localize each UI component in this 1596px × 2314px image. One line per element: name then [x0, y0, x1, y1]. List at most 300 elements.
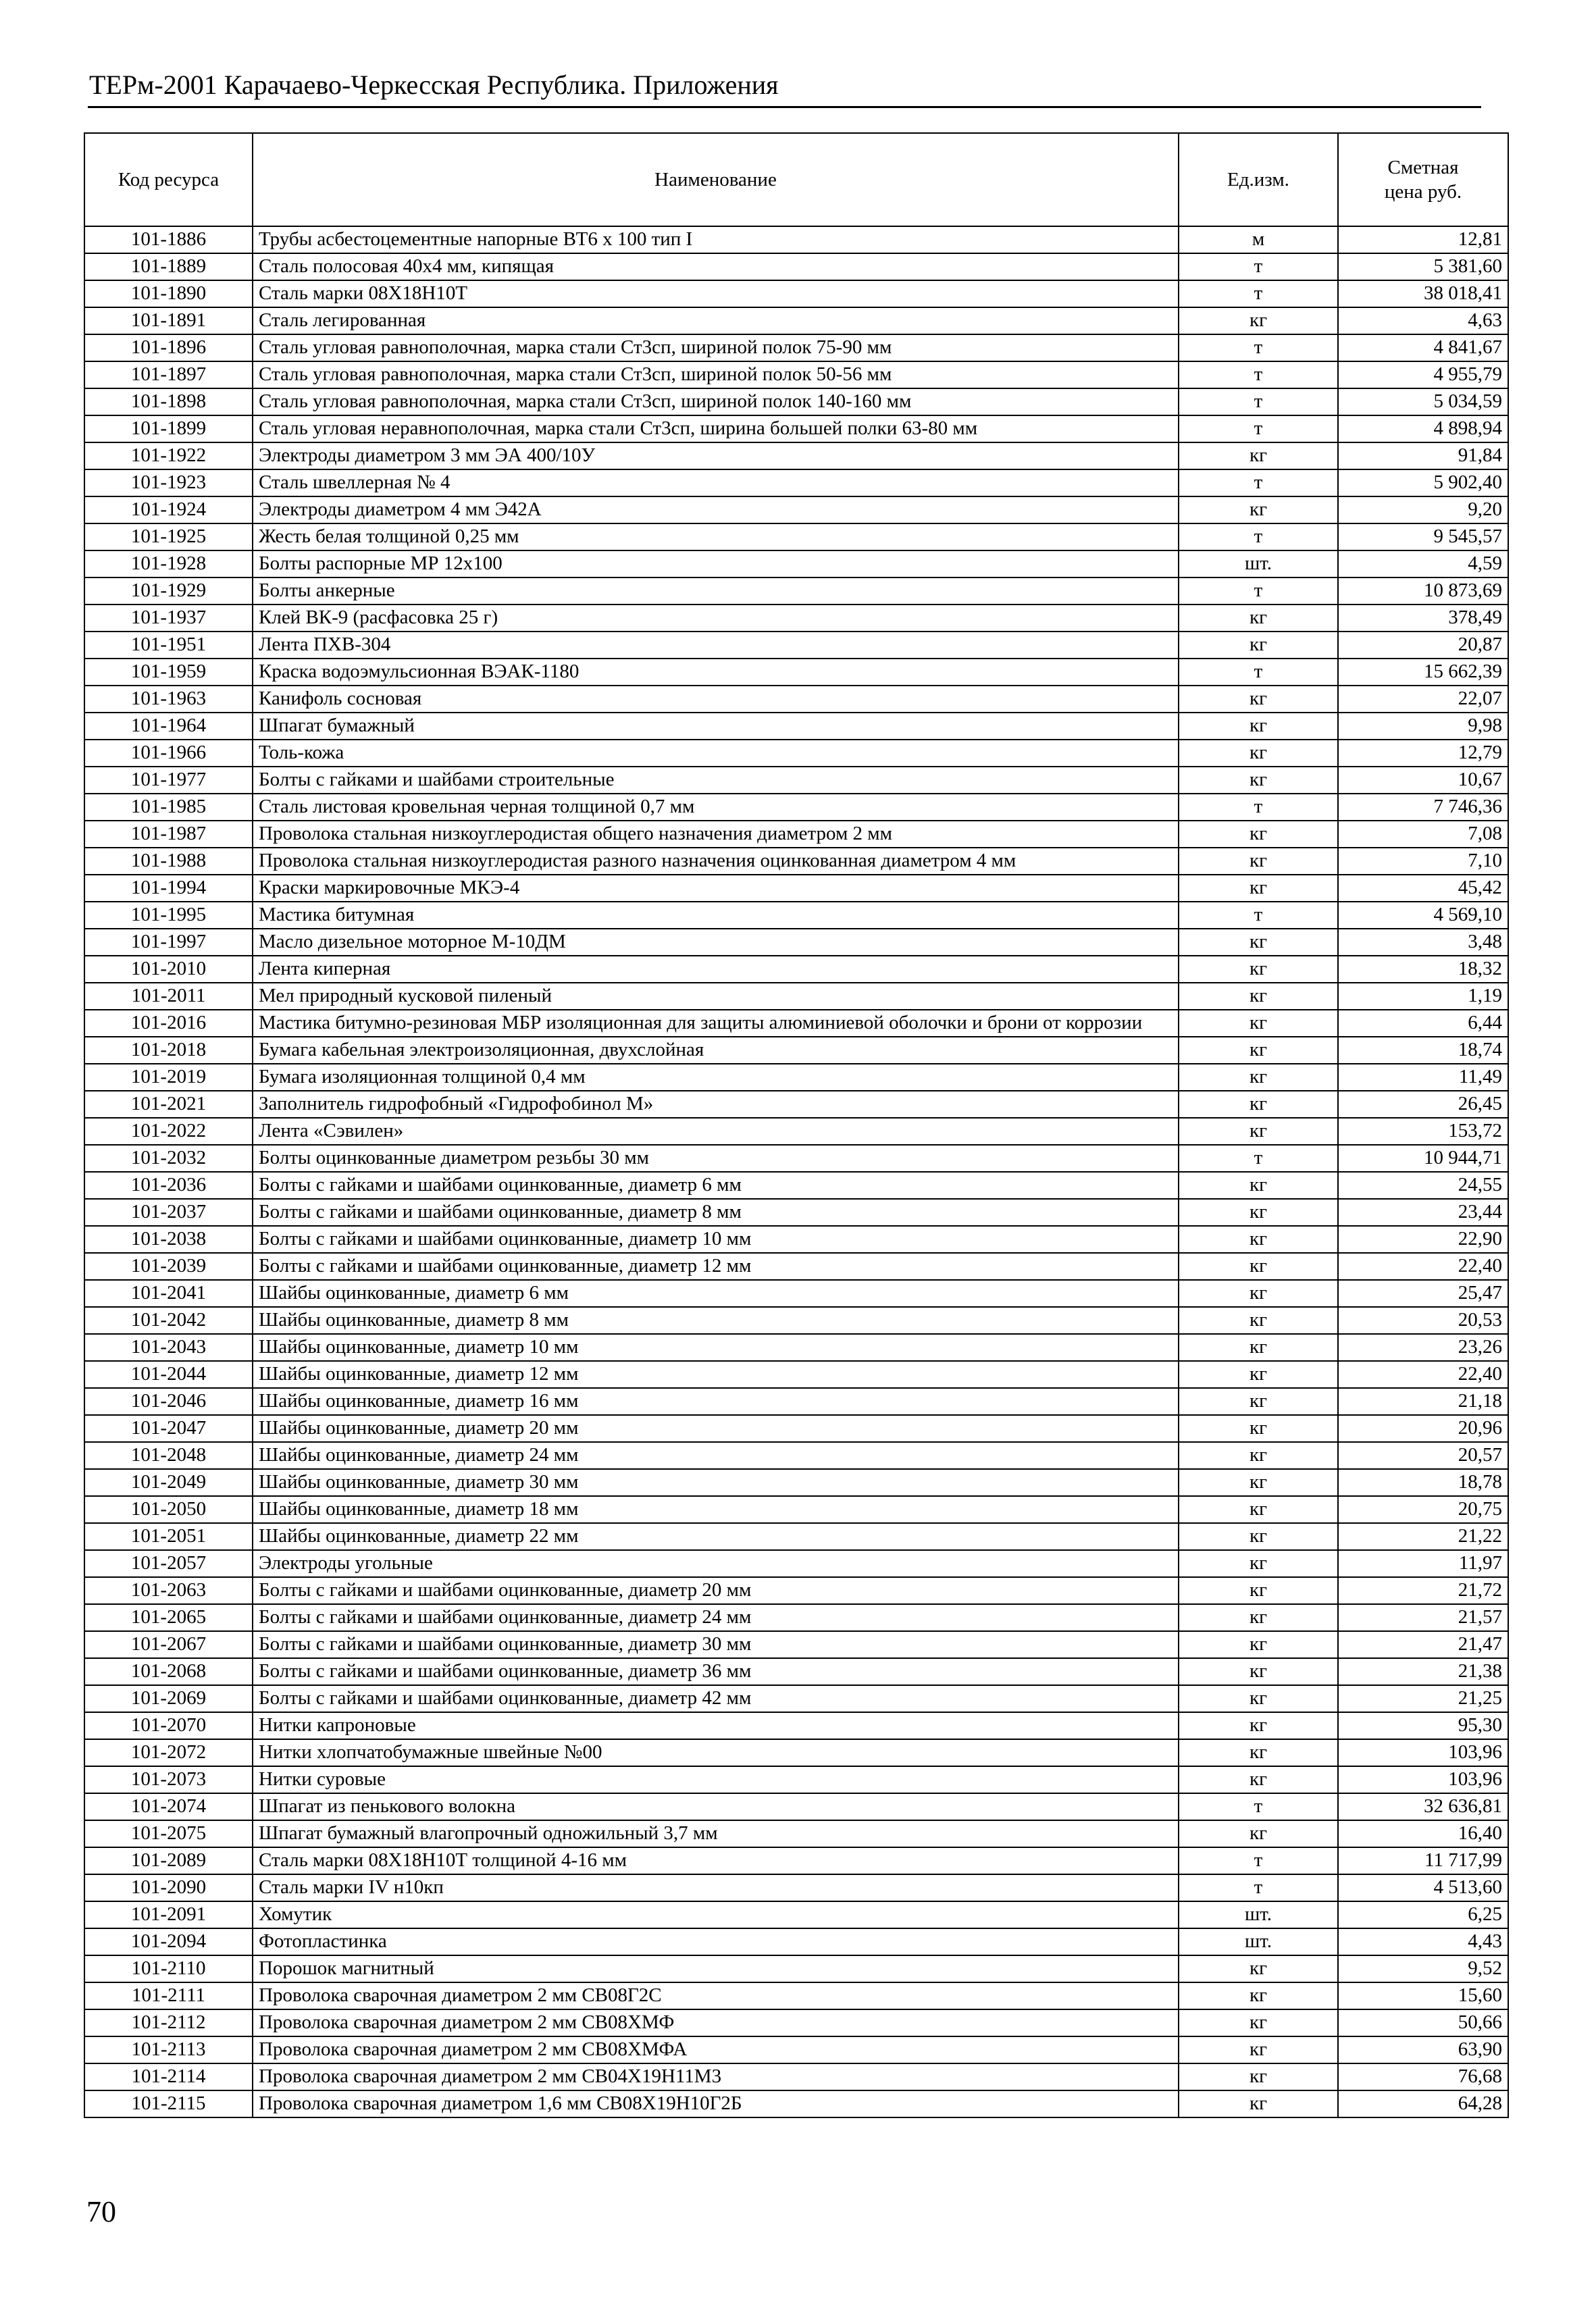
cell-price: 32 636,81 [1338, 1793, 1508, 1820]
cell-name: Болты с гайками и шайбами оцинкованные, диаметр 24 мм [253, 1604, 1179, 1631]
cell-unit: кг [1179, 1685, 1338, 1712]
cell-name: Шайбы оцинкованные, диаметр 30 мм [253, 1469, 1179, 1496]
table-row [84, 1145, 1508, 1172]
table-row [84, 1388, 1508, 1415]
cell-code: 101-1923 [84, 469, 253, 496]
cell-unit: кг [1179, 1550, 1338, 1577]
cell-unit: кг [1179, 1577, 1338, 1604]
table-row [84, 550, 1508, 577]
cell-code: 101-2046 [84, 1388, 253, 1415]
table-row [84, 1604, 1508, 1631]
cell-code: 101-1928 [84, 550, 253, 577]
table-row [84, 1415, 1508, 1442]
cell-code: 101-2091 [84, 1901, 253, 1928]
table-row [84, 632, 1508, 659]
cell-price: 50,66 [1338, 2009, 1508, 2036]
cell-name: Шпагат бумажный влагопрочный одножильный 3,7 мм [253, 1820, 1179, 1847]
cell-name: Жесть белая толщиной 0,25 мм [253, 523, 1179, 550]
cell-code: 101-2043 [84, 1334, 253, 1361]
cell-unit: кг [1179, 1253, 1338, 1280]
cell-price: 378,49 [1338, 605, 1508, 632]
cell-price: 10 873,69 [1338, 577, 1508, 605]
table-row [84, 1307, 1508, 1334]
table-row [84, 821, 1508, 848]
table-row [84, 442, 1508, 469]
cell-price: 21,57 [1338, 1604, 1508, 1631]
cell-name: Толь-кожа [253, 740, 1179, 767]
cell-unit: т [1179, 794, 1338, 821]
cell-unit: кг [1179, 767, 1338, 794]
cell-unit: т [1179, 902, 1338, 929]
cell-name: Лента «Сэвилен» [253, 1118, 1179, 1145]
table-row [84, 1793, 1508, 1820]
cell-price: 21,72 [1338, 1577, 1508, 1604]
table-row [84, 469, 1508, 496]
cell-name: Шайбы оцинкованные, диаметр 10 мм [253, 1334, 1179, 1361]
cell-code: 101-2049 [84, 1469, 253, 1496]
cell-unit: т [1179, 523, 1338, 550]
cell-code: 101-2022 [84, 1118, 253, 1145]
cell-unit: кг [1179, 1496, 1338, 1523]
cell-unit: кг [1179, 1415, 1338, 1442]
column-header-price [1338, 133, 1508, 226]
cell-unit: кг [1179, 1091, 1338, 1118]
table-row [84, 1955, 1508, 1982]
cell-price: 1,19 [1338, 983, 1508, 1010]
cell-name: Проволока сварочная диаметром 1,6 мм СВ08Х19Н10Г2Б [253, 2090, 1179, 2117]
cell-name: Нитки суровые [253, 1766, 1179, 1793]
cell-name: Болты с гайками и шайбами оцинкованные, диаметр 8 мм [253, 1199, 1179, 1226]
cell-unit: кг [1179, 1766, 1338, 1793]
cell-code: 101-2073 [84, 1766, 253, 1793]
cell-unit: кг [1179, 2036, 1338, 2063]
cell-unit: кг [1179, 1982, 1338, 2009]
cell-unit: т [1179, 1145, 1338, 1172]
cell-unit: т [1179, 1793, 1338, 1820]
table-row [84, 523, 1508, 550]
cell-price: 103,96 [1338, 1739, 1508, 1766]
cell-unit: м [1179, 226, 1338, 253]
table-row [84, 1820, 1508, 1847]
cell-price: 4 955,79 [1338, 361, 1508, 388]
cell-unit: т [1179, 1874, 1338, 1901]
cell-name: Болты с гайками и шайбами оцинкованные, диаметр 30 мм [253, 1631, 1179, 1658]
cell-price: 23,44 [1338, 1199, 1508, 1226]
cell-code: 101-1896 [84, 334, 253, 361]
cell-price: 5 034,59 [1338, 388, 1508, 415]
table-row [84, 2036, 1508, 2063]
cell-name: Порошок магнитный [253, 1955, 1179, 1982]
cell-name: Болты с гайками и шайбами оцинкованные, диаметр 10 мм [253, 1226, 1179, 1253]
cell-unit: шт. [1179, 1901, 1338, 1928]
cell-price: 4,43 [1338, 1928, 1508, 1955]
cell-code: 101-1924 [84, 496, 253, 523]
cell-code: 101-1891 [84, 307, 253, 334]
cell-unit: кг [1179, 2063, 1338, 2090]
cell-code: 101-1964 [84, 713, 253, 740]
cell-name: Проволока сварочная диаметром 2 мм СВ08ХМФА [253, 2036, 1179, 2063]
cell-price: 103,96 [1338, 1766, 1508, 1793]
cell-code: 101-1994 [84, 875, 253, 902]
cell-name: Электроды диаметром 4 мм Э42А [253, 496, 1179, 523]
cell-code: 101-1977 [84, 767, 253, 794]
cell-unit: кг [1179, 740, 1338, 767]
cell-code: 101-2112 [84, 2009, 253, 2036]
table-row [84, 1766, 1508, 1793]
cell-code: 101-1937 [84, 605, 253, 632]
cell-name: Проволока сварочная диаметром 2 мм СВ08Г2С [253, 1982, 1179, 2009]
cell-name: Фотопластинка [253, 1928, 1179, 1955]
table-row [84, 1334, 1508, 1361]
cell-code: 101-2069 [84, 1685, 253, 1712]
table-row [84, 1037, 1508, 1064]
cell-name: Шайбы оцинкованные, диаметр 18 мм [253, 1496, 1179, 1523]
cell-unit: кг [1179, 929, 1338, 956]
table-row [84, 307, 1508, 334]
cell-unit: кг [1179, 956, 1338, 983]
table-row [84, 902, 1508, 929]
cell-price: 25,47 [1338, 1280, 1508, 1307]
cell-code: 101-2011 [84, 983, 253, 1010]
cell-price: 4 569,10 [1338, 902, 1508, 929]
cell-code: 101-1922 [84, 442, 253, 469]
table-row [84, 1496, 1508, 1523]
table-row [84, 1361, 1508, 1388]
cell-name: Шайбы оцинкованные, диаметр 8 мм [253, 1307, 1179, 1334]
cell-price: 38 018,41 [1338, 280, 1508, 307]
table-row [84, 983, 1508, 1010]
cell-code: 101-1987 [84, 821, 253, 848]
cell-unit: кг [1179, 496, 1338, 523]
table-row [84, 226, 1508, 253]
cell-price: 22,40 [1338, 1361, 1508, 1388]
cell-unit: т [1179, 361, 1338, 388]
cell-price: 9,52 [1338, 1955, 1508, 1982]
table-row [84, 361, 1508, 388]
cell-name: Нитки хлопчатобумажные швейные №00 [253, 1739, 1179, 1766]
cell-unit: кг [1179, 2009, 1338, 2036]
cell-price: 5 381,60 [1338, 253, 1508, 280]
cell-code: 101-2032 [84, 1145, 253, 1172]
cell-code: 101-2089 [84, 1847, 253, 1874]
cell-price: 11 717,99 [1338, 1847, 1508, 1874]
cell-code: 101-2018 [84, 1037, 253, 1064]
cell-price: 45,42 [1338, 875, 1508, 902]
cell-price: 20,75 [1338, 1496, 1508, 1523]
table-row [84, 1982, 1508, 2009]
cell-name: Сталь угловая равнополочная, марка стали Ст3сп, шириной полок 50-56 мм [253, 361, 1179, 388]
cell-code: 101-1966 [84, 740, 253, 767]
cell-price: 21,47 [1338, 1631, 1508, 1658]
cell-price: 11,97 [1338, 1550, 1508, 1577]
table-row [84, 605, 1508, 632]
cell-name: Шпагат бумажный [253, 713, 1179, 740]
cell-code: 101-2039 [84, 1253, 253, 1280]
cell-code: 101-2094 [84, 1928, 253, 1955]
table-row [84, 253, 1508, 280]
cell-price: 21,22 [1338, 1523, 1508, 1550]
table-row [84, 2009, 1508, 2036]
cell-name: Сталь легированная [253, 307, 1179, 334]
table-row [84, 1442, 1508, 1469]
cell-unit: кг [1179, 632, 1338, 659]
table-row [84, 1253, 1508, 1280]
column-header-name: Наименование [253, 133, 1179, 226]
cell-unit: кг [1179, 875, 1338, 902]
cell-unit: т [1179, 253, 1338, 280]
table-row [84, 2063, 1508, 2090]
page-header-title: ТЕРм-2001 Карачаево-Черкесская Республика. Приложения [89, 70, 779, 100]
cell-unit: кг [1179, 713, 1338, 740]
cell-unit: кг [1179, 1280, 1338, 1307]
cell-code: 101-2075 [84, 1820, 253, 1847]
cell-unit: кг [1179, 1739, 1338, 1766]
cell-price: 4 841,67 [1338, 334, 1508, 361]
cell-price: 22,90 [1338, 1226, 1508, 1253]
cell-code: 101-1889 [84, 253, 253, 280]
cell-unit: т [1179, 388, 1338, 415]
cell-unit: шт. [1179, 550, 1338, 577]
cell-name: Болты с гайками и шайбами строительные [253, 767, 1179, 794]
cell-name: Болты с гайками и шайбами оцинкованные, диаметр 36 мм [253, 1658, 1179, 1685]
table-row [84, 1685, 1508, 1712]
cell-code: 101-1951 [84, 632, 253, 659]
cell-name: Проволока сварочная диаметром 2 мм СВ04Х19Н11М3 [253, 2063, 1179, 2090]
cell-name: Сталь марки 08Х18Н10Т [253, 280, 1179, 307]
table-row [84, 1091, 1508, 1118]
cell-unit: кг [1179, 1361, 1338, 1388]
cell-code: 101-1959 [84, 659, 253, 686]
cell-unit: кг [1179, 686, 1338, 713]
cell-name: Лента киперная [253, 956, 1179, 983]
cell-code: 101-2074 [84, 1793, 253, 1820]
cell-unit: кг [1179, 1658, 1338, 1685]
table-row [84, 875, 1508, 902]
table-row [84, 1523, 1508, 1550]
cell-code: 101-1897 [84, 361, 253, 388]
cell-code: 101-1925 [84, 523, 253, 550]
cell-code: 101-2042 [84, 1307, 253, 1334]
cell-unit: кг [1179, 1469, 1338, 1496]
cell-name: Проволока сварочная диаметром 2 мм СВ08ХМФ [253, 2009, 1179, 2036]
cell-name: Масло дизельное моторное М-10ДМ [253, 929, 1179, 956]
cell-price: 4 898,94 [1338, 415, 1508, 442]
table-row [84, 1280, 1508, 1307]
cell-price: 24,55 [1338, 1172, 1508, 1199]
cell-code: 101-1886 [84, 226, 253, 253]
cell-code: 101-2016 [84, 1010, 253, 1037]
cell-code: 101-2110 [84, 1955, 253, 1982]
cell-code: 101-1997 [84, 929, 253, 956]
cell-price: 15 662,39 [1338, 659, 1508, 686]
cell-unit: т [1179, 1847, 1338, 1874]
cell-code: 101-2051 [84, 1523, 253, 1550]
cell-code: 101-2021 [84, 1091, 253, 1118]
cell-name: Болты анкерные [253, 577, 1179, 605]
table-row [84, 659, 1508, 686]
cell-unit: кг [1179, 2090, 1338, 2117]
cell-price: 63,90 [1338, 2036, 1508, 2063]
column-header-unit: Ед.изм. [1179, 133, 1338, 226]
cell-code: 101-2090 [84, 1874, 253, 1901]
cell-unit: кг [1179, 1955, 1338, 1982]
cell-price: 64,28 [1338, 2090, 1508, 2117]
cell-unit: т [1179, 415, 1338, 442]
cell-name: Хомутик [253, 1901, 1179, 1928]
table-row [84, 415, 1508, 442]
cell-unit: шт. [1179, 1928, 1338, 1955]
cell-name: Сталь угловая равнополочная, марка стали Ст3сп, шириной полок 75-90 мм [253, 334, 1179, 361]
page-number: 70 [86, 2195, 116, 2228]
cell-code: 101-1890 [84, 280, 253, 307]
cell-name: Сталь угловая неравнополочная, марка стали Ст3сп, ширина большей полки 63-80 мм [253, 415, 1179, 442]
cell-name: Краски маркировочные МКЭ-4 [253, 875, 1179, 902]
cell-name: Электроды угольные [253, 1550, 1179, 1577]
cell-price: 7 746,36 [1338, 794, 1508, 821]
cell-unit: кг [1179, 1172, 1338, 1199]
cell-unit: кг [1179, 848, 1338, 875]
cell-name: Болты распорные МР 12х100 [253, 550, 1179, 577]
cell-price: 23,26 [1338, 1334, 1508, 1361]
cell-name: Нитки капроновые [253, 1712, 1179, 1739]
cell-code: 101-2036 [84, 1172, 253, 1199]
cell-name: Мастика битумная [253, 902, 1179, 929]
cell-unit: т [1179, 577, 1338, 605]
table-header-row [84, 133, 1508, 226]
cell-code: 101-2113 [84, 2036, 253, 2063]
cell-unit: кг [1179, 442, 1338, 469]
cell-price: 22,40 [1338, 1253, 1508, 1280]
cell-code: 101-1929 [84, 577, 253, 605]
table-row [84, 1739, 1508, 1766]
cell-code: 101-2114 [84, 2063, 253, 2090]
cell-price: 26,45 [1338, 1091, 1508, 1118]
cell-name: Болты с гайками и шайбами оцинкованные, диаметр 12 мм [253, 1253, 1179, 1280]
header-rule [88, 106, 1481, 108]
table-row [84, 767, 1508, 794]
cell-unit: кг [1179, 983, 1338, 1010]
cell-name: Сталь марки IV н10кп [253, 1874, 1179, 1901]
cell-unit: кг [1179, 1523, 1338, 1550]
cell-unit: кг [1179, 1604, 1338, 1631]
cell-price: 76,68 [1338, 2063, 1508, 2090]
cell-code: 101-2065 [84, 1604, 253, 1631]
cell-unit: кг [1179, 1631, 1338, 1658]
cell-name: Краска водоэмульсионная ВЭАК-1180 [253, 659, 1179, 686]
cell-price: 7,08 [1338, 821, 1508, 848]
cell-name: Сталь марки 08Х18Н10Т толщиной 4-16 мм [253, 1847, 1179, 1874]
cell-unit: т [1179, 469, 1338, 496]
cell-code: 101-1988 [84, 848, 253, 875]
cell-unit: т [1179, 280, 1338, 307]
table-row [84, 1874, 1508, 1901]
cell-name: Канифоль сосновая [253, 686, 1179, 713]
cell-price: 5 902,40 [1338, 469, 1508, 496]
cell-name: Шайбы оцинкованные, диаметр 16 мм [253, 1388, 1179, 1415]
table-row [84, 1199, 1508, 1226]
cell-price: 15,60 [1338, 1982, 1508, 2009]
cell-price: 10 944,71 [1338, 1145, 1508, 1172]
cell-name: Шайбы оцинкованные, диаметр 12 мм [253, 1361, 1179, 1388]
cell-name: Болты оцинкованные диаметром резьбы 30 мм [253, 1145, 1179, 1172]
table-row [84, 1118, 1508, 1145]
cell-code: 101-2070 [84, 1712, 253, 1739]
cell-price: 7,10 [1338, 848, 1508, 875]
cell-unit: кг [1179, 1388, 1338, 1415]
cell-price: 95,30 [1338, 1712, 1508, 1739]
cell-unit: кг [1179, 1820, 1338, 1847]
cell-unit: кг [1179, 605, 1338, 632]
cell-name: Сталь полосовая 40х4 мм, кипящая [253, 253, 1179, 280]
cell-name: Болты с гайками и шайбами оцинкованные, диаметр 20 мм [253, 1577, 1179, 1604]
cell-unit: кг [1179, 1226, 1338, 1253]
table-row [84, 388, 1508, 415]
table-row [84, 1469, 1508, 1496]
table-row [84, 956, 1508, 983]
cell-price: 6,25 [1338, 1901, 1508, 1928]
cell-price: 16,40 [1338, 1820, 1508, 1847]
cell-unit: кг [1179, 1118, 1338, 1145]
cell-price: 3,48 [1338, 929, 1508, 956]
cell-unit: т [1179, 334, 1338, 361]
table-row [84, 1172, 1508, 1199]
cell-name: Шайбы оцинкованные, диаметр 20 мм [253, 1415, 1179, 1442]
table-row [84, 1712, 1508, 1739]
table-row [84, 740, 1508, 767]
cell-price: 20,87 [1338, 632, 1508, 659]
table-row [84, 577, 1508, 605]
cell-code: 101-2041 [84, 1280, 253, 1307]
cell-code: 101-1899 [84, 415, 253, 442]
cell-code: 101-2019 [84, 1064, 253, 1091]
cell-price: 18,74 [1338, 1037, 1508, 1064]
cell-code: 101-2047 [84, 1415, 253, 1442]
cell-code: 101-1995 [84, 902, 253, 929]
table-row [84, 1847, 1508, 1874]
table-body [84, 226, 1508, 2117]
cell-name: Шайбы оцинкованные, диаметр 22 мм [253, 1523, 1179, 1550]
table-row [84, 1901, 1508, 1928]
cell-name: Шайбы оцинкованные, диаметр 6 мм [253, 1280, 1179, 1307]
cell-name: Лента ПХВ-304 [253, 632, 1179, 659]
table-row [84, 1658, 1508, 1685]
cell-price: 20,53 [1338, 1307, 1508, 1334]
table-row [84, 280, 1508, 307]
cell-unit: кг [1179, 1442, 1338, 1469]
cell-code: 101-2050 [84, 1496, 253, 1523]
cell-price: 6,44 [1338, 1010, 1508, 1037]
cell-price: 9 545,57 [1338, 523, 1508, 550]
cell-code: 101-1963 [84, 686, 253, 713]
cell-price: 18,78 [1338, 1469, 1508, 1496]
cell-name: Проволока стальная низкоуглеродистая общего назначения диаметром 2 мм [253, 821, 1179, 848]
table-row [84, 334, 1508, 361]
cell-code: 101-2072 [84, 1739, 253, 1766]
cell-price: 9,98 [1338, 713, 1508, 740]
cell-code: 101-2037 [84, 1199, 253, 1226]
cell-price: 4 513,60 [1338, 1874, 1508, 1901]
table-row [84, 1577, 1508, 1604]
cell-code: 101-2115 [84, 2090, 253, 2117]
cell-price: 4,63 [1338, 307, 1508, 334]
cell-price: 22,07 [1338, 686, 1508, 713]
cell-code: 101-2057 [84, 1550, 253, 1577]
table-row [84, 686, 1508, 713]
cell-unit: кг [1179, 1334, 1338, 1361]
cell-name: Болты с гайками и шайбами оцинкованные, диаметр 42 мм [253, 1685, 1179, 1712]
cell-name: Болты с гайками и шайбами оцинкованные, диаметр 6 мм [253, 1172, 1179, 1199]
table-row [84, 1928, 1508, 1955]
